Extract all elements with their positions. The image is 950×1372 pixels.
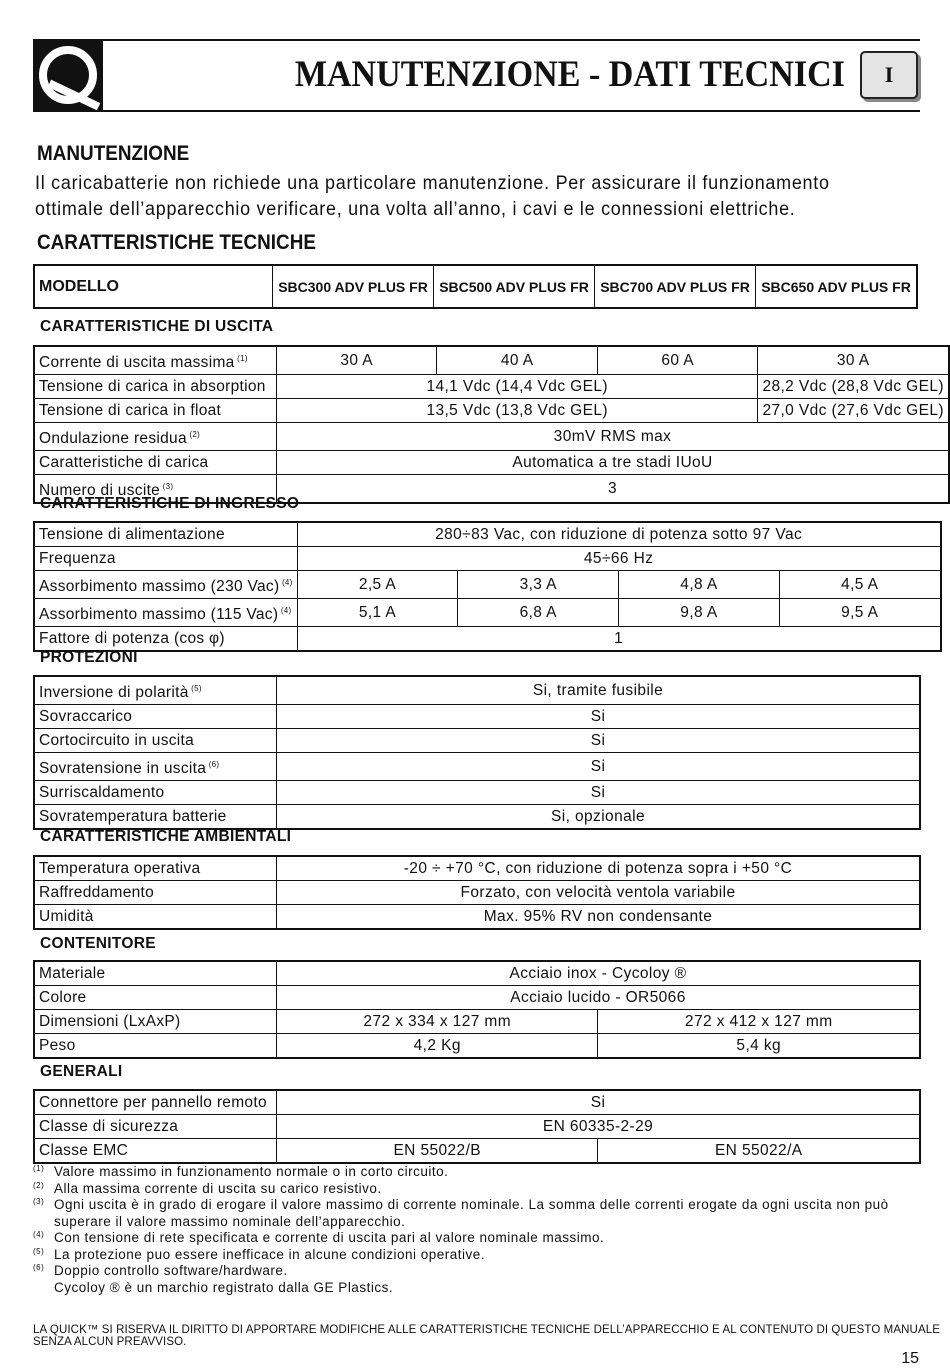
row-value: 9,5 A (779, 599, 940, 627)
footnote-marker: (5) (33, 1246, 45, 1256)
page-number: 15 (901, 1350, 919, 1367)
table-row (34, 961, 920, 986)
row-label: Ondulazione residua $^{(2)}$ (34, 423, 276, 451)
footnote (33, 1247, 921, 1264)
row-value: 1 (297, 627, 941, 652)
row-value: 30mV RMS max (276, 423, 949, 451)
footnote-text: Alla massima corrente di uscita su carico resistivo. (54, 1180, 382, 1196)
row-value: 272 x 334 x 127 mm (277, 1010, 598, 1034)
row-value: 27,0 Vdc (27,6 Vdc GEL) (758, 399, 949, 423)
footnote (33, 1164, 921, 1181)
spec-table-environment (33, 855, 921, 930)
table-row (34, 375, 949, 399)
footnote-marker: (4) (33, 1230, 45, 1239)
table-row (34, 705, 920, 729)
row-label: Caratteristiche di carica (34, 451, 276, 475)
footnote-text: Cycoloy ® è un marchio registrato dalla GE Plastics. (54, 1279, 394, 1295)
footnote (33, 1280, 921, 1297)
footnote (33, 1197, 921, 1230)
footnote (33, 1181, 921, 1198)
table-row (34, 522, 941, 547)
row-label: Temperatura operativa (34, 856, 277, 881)
maintenance-line-1: Il caricabatterie non richiede una particolare manutenzione. Per assicurare il funzionamento (35, 172, 830, 194)
row-value: 5,4 kg (598, 1034, 920, 1059)
row-value: Automatica a tre stadi IUoU (276, 451, 949, 475)
footnote-ref: (3) (160, 482, 174, 491)
table-row (34, 451, 949, 475)
row-value: 4,2 Kg (277, 1034, 598, 1059)
table-row (34, 805, 920, 830)
row-value: 4,5 A (779, 571, 940, 599)
page-title: MANUTENZIONE - DATI TECNICI (294, 54, 845, 95)
footnote-ref: (5) (188, 684, 202, 693)
page-header (33, 39, 920, 112)
table-row (34, 729, 920, 753)
section-heading-protections: PROTEZIONI (40, 649, 138, 666)
table-row (34, 571, 941, 599)
spec-table-input (33, 521, 942, 652)
row-label: Corrente di uscita massima $^{(1)}$ (34, 346, 276, 375)
row-value: 14,1 Vdc (14,4 Vdc GEL) (276, 375, 757, 399)
maintenance-heading: MANUTENZIONE (37, 142, 190, 165)
footnote-ref: (4) (279, 578, 293, 587)
table-row (34, 1090, 920, 1115)
row-value: Si, opzionale (277, 805, 921, 830)
footnote (33, 1230, 921, 1247)
table-row (34, 781, 920, 805)
table-row (34, 346, 949, 375)
row-value: Si (277, 753, 921, 781)
table-row (34, 753, 920, 781)
row-label: Surriscaldamento (34, 781, 277, 805)
row-label: Classe EMC (34, 1139, 277, 1164)
model-name: SBC500 ADV PLUS FR (434, 265, 595, 308)
row-label: Materiale (34, 961, 277, 986)
row-label: Tensione di alimentazione (34, 522, 297, 547)
footnote-text: Valore massimo in funzionamento normale o in corto circuito. (54, 1164, 449, 1179)
model-header-table (33, 264, 918, 309)
table-row (34, 881, 920, 905)
table-row (34, 1139, 920, 1164)
model-name: SBC300 ADV PLUS FR (273, 265, 434, 308)
spec-table-output (33, 345, 950, 504)
footnote-text: Doppio controllo software/hardware. (54, 1263, 288, 1278)
footnote-ref: (2) (186, 430, 201, 439)
row-label: Sovraccarico (34, 705, 277, 729)
row-value: 280÷83 Vac, con riduzione di potenza sotto 97 Vac (297, 522, 941, 547)
footnote-marker: (6) (33, 1263, 45, 1272)
row-value: 40 A (437, 346, 597, 375)
row-value: Si, tramite fusibile (277, 676, 921, 705)
table-row (34, 1115, 920, 1139)
row-value: -20 ÷ +70 °C, con riduzione di potenza sopra i +50 °C (277, 856, 921, 881)
spec-table-enclosure (33, 960, 921, 1059)
footnote-text: La protezione puo essere inefficace in alcune condizioni operative. (54, 1246, 486, 1262)
row-value: 3 (276, 475, 949, 504)
model-label: MODELLO (34, 265, 273, 308)
row-label: Numero di uscite $^{(3)}$ (34, 475, 276, 504)
row-label: Inversione di polarità $^{(5)}$ (34, 676, 277, 705)
row-value: 272 x 412 x 127 mm (598, 1010, 920, 1034)
footnote-ref: (6) (206, 760, 220, 769)
section-heading-environment: CARATTERISTICHE AMBIENTALI (40, 828, 292, 845)
table-row (34, 547, 941, 571)
disclaimer: LA QUICK™ SI RISERVA IL DIRITTO DI APPORTARE MODIFICHE ALLE CARATTERISTICHE TECNICHE DELL’APPARECCHIO E AL CONTENUTO DI QUESTO MANUALE SENZA ALCUN PREAVVISO. (33, 1324, 940, 1348)
row-value: 9,8 A (619, 599, 780, 627)
footnote-ref: (1) (234, 354, 248, 363)
row-value: Forzato, con velocità ventola variabile (277, 881, 921, 905)
footnote-marker: (1) (33, 1164, 45, 1173)
table-row (34, 905, 920, 930)
row-value: 30 A (758, 346, 949, 375)
maintenance-text (35, 170, 916, 222)
table-row (34, 423, 949, 451)
model-name: SBC700 ADV PLUS FR (595, 265, 756, 308)
footnote-text: Con tensione di rete specificata e corrente di uscita pari al valore nominale massimo. (54, 1230, 605, 1245)
table-row (34, 986, 920, 1010)
footnote-ref: (4) (278, 606, 292, 615)
row-value: 5,1 A (297, 599, 458, 627)
spec-table-general (33, 1089, 921, 1164)
table-row (34, 676, 920, 705)
row-label: Fattore di potenza (cos φ) (34, 627, 297, 652)
row-value: 6,8 A (458, 599, 619, 627)
row-label: Colore (34, 986, 277, 1010)
row-label: Umidità (34, 905, 277, 930)
row-value: EN 55022/A (598, 1139, 920, 1164)
row-value: 2,5 A (297, 571, 458, 599)
row-value: 30 A (276, 346, 436, 375)
table-row (34, 856, 920, 881)
language-tab (860, 51, 918, 99)
row-label: Dimensioni (LxAxP) (34, 1010, 277, 1034)
footnote (33, 1263, 921, 1280)
section-heading-output: CARATTERISTICHE DI USCITA (40, 318, 274, 335)
language-label: I (884, 62, 894, 87)
row-label: Cortocircuito in uscita (34, 729, 277, 753)
row-label: Sovratemperatura batterie (34, 805, 277, 830)
row-value: Si (277, 1090, 921, 1115)
row-label: Classe di sicurezza (34, 1115, 277, 1139)
tech-heading: CARATTERISTICHE TECNICHE (37, 231, 316, 254)
row-label: Assorbimento massimo (115 Vac) $^{(4)}$ (34, 599, 297, 627)
table-row (34, 1034, 920, 1059)
footnote-marker: (3) (33, 1197, 45, 1206)
row-value: 3,3 A (458, 571, 619, 599)
row-label: Assorbimento massimo (230 Vac) $^{(4)}$ (34, 571, 297, 599)
maintenance-line-2: ottimale dell’apparecchio verificare, una volta all’anno, i cavi e le connessioni elettriche. (35, 198, 796, 220)
row-value: Acciaio inox - Cycoloy ® (277, 961, 921, 986)
row-label: Tensione di carica in absorption (34, 375, 276, 399)
section-heading-input: CARATTERISTICHE DI INGRESSO (40, 495, 300, 512)
table-row (34, 399, 949, 423)
row-label: Peso (34, 1034, 277, 1059)
footnotes (33, 1164, 921, 1296)
row-value: Acciaio lucido - OR5066 (277, 986, 921, 1010)
row-value: Si (277, 781, 921, 805)
row-value: 45÷66 Hz (297, 547, 941, 571)
row-label: Sovratensione in uscita $^{(6)}$ (34, 753, 277, 781)
row-label: Raffreddamento (34, 881, 277, 905)
row-value: Si (277, 729, 921, 753)
row-label: Tensione di carica in float (34, 399, 276, 423)
row-value: Max. 95% RV non condensante (277, 905, 921, 930)
row-label: Connettore per pannello remoto (34, 1090, 277, 1115)
row-value: 13,5 Vdc (13,8 Vdc GEL) (276, 399, 757, 423)
table-row (34, 1010, 920, 1034)
section-heading-general: GENERALI (40, 1063, 123, 1080)
row-value: 4,8 A (619, 571, 780, 599)
quick-logo (33, 39, 103, 110)
section-heading-enclosure: CONTENITORE (40, 935, 156, 952)
row-value: Si (277, 705, 921, 729)
row-value: 60 A (597, 346, 758, 375)
row-label: Frequenza (34, 547, 297, 571)
row-value: EN 60335-2-29 (277, 1115, 921, 1139)
spec-table-protections (33, 675, 921, 830)
row-value: 28,2 Vdc (28,8 Vdc GEL) (758, 375, 949, 399)
footnote-marker: (2) (33, 1180, 45, 1190)
table-row (34, 627, 941, 652)
footnote-text: Ogni uscita è in grado di erogare il valore massimo di corrente nominale. La somma delle correnti erogate da ogni uscita non può superare il valore massimo nominale dell’apparecchio. (54, 1197, 889, 1229)
row-value: EN 55022/B (277, 1139, 598, 1164)
model-name: SBC650 ADV PLUS FR (756, 265, 918, 308)
table-row (34, 599, 941, 627)
